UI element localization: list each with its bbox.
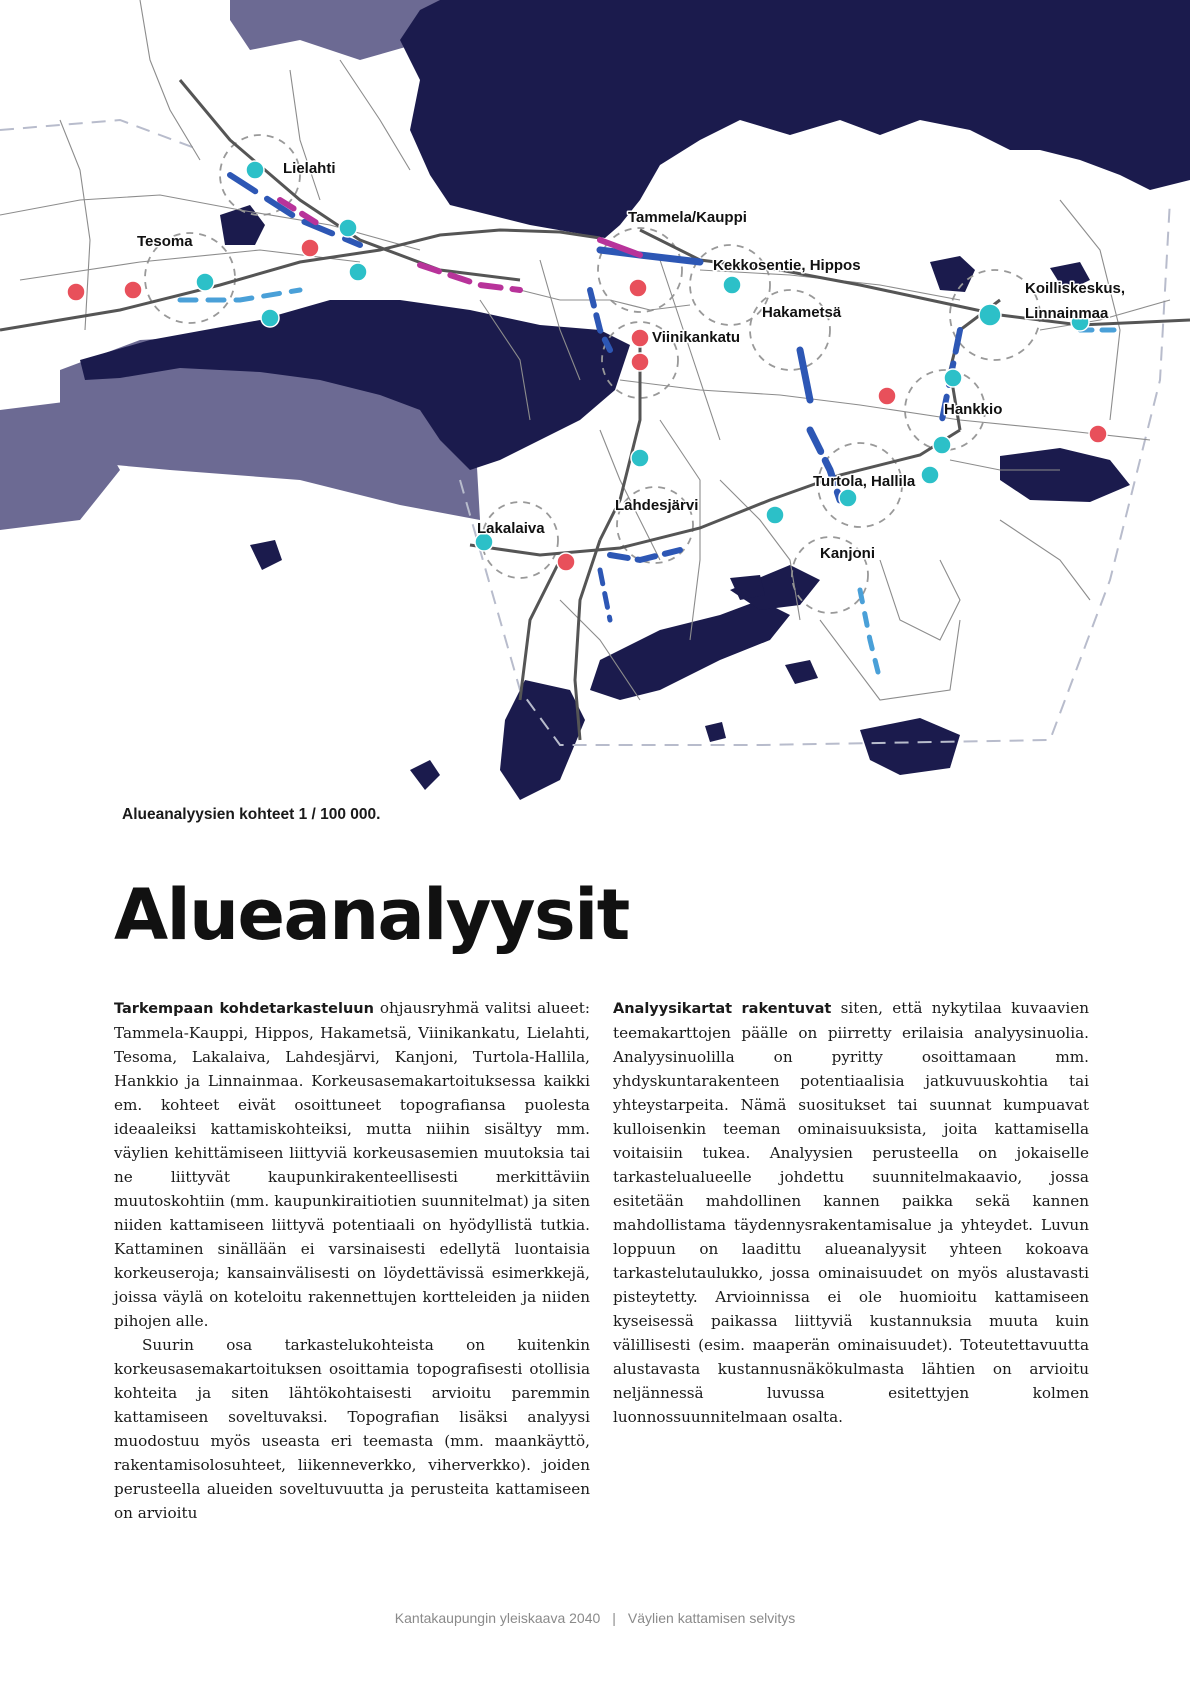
label-kekkosentie: Kekkosentie, Hippos [713,257,861,274]
page-footer [0,1610,1190,1626]
label-lielahti: Lielahti [283,160,336,177]
paragraph-left-2: Suurin osa tarkastelukohteista on kuitenkin korkeusasemakartoituksen osoittamia topografisesti otollisia kohteita ja siten lähtökohtaisesti arvioitu paremmin kattamiseen soveltuvaksi. Topografian lisäksi analyysi muodostuu myös useasta eri teemasta (mm. maankäyttö, rakentamisolosuhteet, liikenneverkko, viherverkko). joiden perusteella alueiden soveltuvuutta ja perusteita kattamiseen on arvioitu [114,1336,590,1522]
paragraph-text-left-1: ohjausryhmä valitsi alueet: Tammela-Kauppi, Hippos, Hakametsä, Viinikankatu, Lielahti, Tesoma, Lakalaiva, Lahdesjärvi, Kanjoni, Turtola-Hallila, Hankkio ja Linnainmaa. Korkeusasemakartoituksessa kaikki em. kohteet eivät osoittuneet topografiansa puolesta ideaaleiksi kattamiskohteiksi, mutta niihin sisältyy mm. väylien kehittämiseen liittyviä korkeusasemien muutoksia tai ne liittyvät kaupunkirakenteellisesti merkittäviin muutoskohtiin (mm. kaupunkiraitiotien suunnitelmat) ja siten niiden kattamiseen liittyvä potentiaali on hyödyllistä tutkia. Kattaminen sinällään ei varsinaisesti edellytä luontaisia korkeuseroja; kansainvälisesti on löydettävissä esimerkkejä, joissa väylä on koteloitu rakennettujen kortteleiden ja niiden pihojen alle. [114,999,590,1330]
label-hakametsa: Hakametsä [762,304,842,321]
paragraph-text-right-1: siten, että nykytilaa kuvaavien teemakarttojen päälle on piirretty erilaisia analyysinuolia. Analyysinuolilla on pyritty osoittamaan mm. yhdyskuntarakenteen potentiaalisia jatkuvuuskohtia tai yhteystarpeita. Nämä suositukset tai suunnat kumpuavat kulloisenkin teeman ominaisuuksista, joita kattamisella voitaisiin tukea. Analyysien perusteella on jokaiselle tarkastelualueelle johdettu suunnitelmakaavio, jossa esitetään mahdollinen kannen paikka sekä kannen mahdollistama täydennysrakentamisalue ja yhteydet. Luvun loppuun on laadittu alueanalyysit yhteen kokoava tarkastelutaulukko, jossa ominaisuudet on myös alustavasti pisteytetty. Arvioinnissa ei ole huomioitu kattamiseen kyseisessä paikassa liittyviä kustannuksia muuta kuin välillisesti (esim. maaperän ominaisuudet). Toteutettavuutta alustavasta kustannusnäkökulmasta lähtien on arvioitu neljännessä luvussa esitettyjen kolmen luonnossuunnitelmaan osalta. [613,999,1089,1426]
paragraph-left-1 [114,996,590,1333]
text-column-right [613,996,1089,1429]
footer-publication: Kantakaupungin yleiskaava 2040 [394,1610,601,1626]
label-koilliskeskus: Koilliskeskus, [1025,280,1126,297]
page-title: Alueanalyysit [114,874,629,956]
lake-south-4 [500,680,585,800]
lake-south-9 [705,722,726,742]
lake-south-1 [590,600,790,700]
lead-text-left: Tarkempaan kohdetarkasteluun [114,1001,374,1017]
footer-separator: | [612,1610,616,1626]
label-tammela: Tammela/Kauppi [628,209,747,226]
map-figure [0,0,1190,800]
footer-report-title: Väylien kattamisen selvitys [627,1610,796,1626]
label-viinikankatu: Viinikankatu [652,329,741,346]
label-linnainmaa: Linnainmaa [1025,305,1109,322]
label-lahdesjarvi: Lahdesjärvi [615,497,699,514]
lake-east-1 [930,256,975,292]
label-kanjoni: Kanjoni [820,545,875,562]
text-column-left [114,996,590,1525]
label-lakalaiva: Lakalaiva [477,520,545,537]
road-southwest [520,560,560,700]
lake-nasijarvi [400,0,1190,238]
lake-south-8 [785,660,818,684]
paragraph-right-1 [613,996,1089,1429]
road-south-arc [575,540,600,740]
lake-east-2 [1000,448,1130,502]
site-circle-hakametsa [750,290,830,370]
label-turtola: Turtola, Hallila [813,473,916,490]
lake-south-6 [250,540,282,570]
map-caption: Alueanalyysien kohteet 1 / 100 000. [122,806,381,823]
area-analysis-map [0,0,1190,800]
label-tesoma: Tesoma [137,233,193,250]
lake-south-5 [410,760,440,790]
lead-text-right: Analyysikartat rakentuvat [613,1001,832,1017]
lake-south-3 [860,718,960,775]
label-hankkio: Hankkio [944,401,1003,418]
site-circle-tammela [598,228,682,312]
